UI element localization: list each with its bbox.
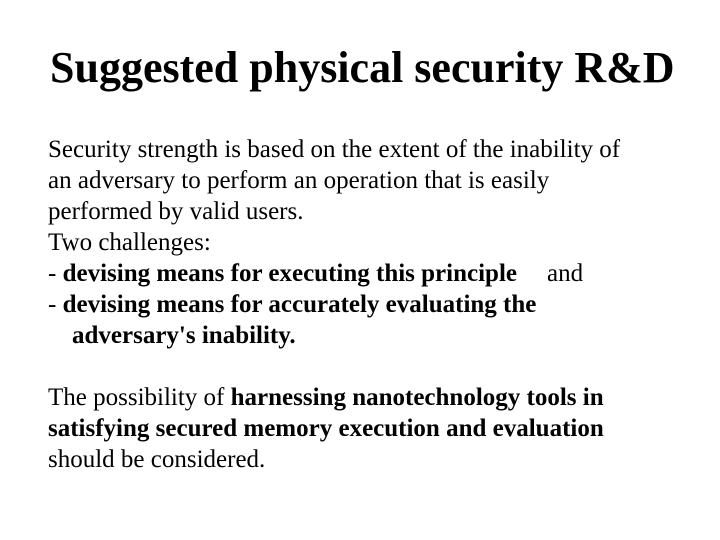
challenge-item-1 (48, 258, 708, 289)
para2-line1-plain: The possibility of (48, 384, 231, 411)
challenge-item-1-suffix: and (547, 260, 584, 287)
slide-title: Suggested physical security R&D (50, 43, 675, 92)
slide-body (48, 134, 708, 475)
challenges-heading: Two challenges: (48, 229, 211, 256)
challenge-item-1-text: devising means for executing this principle (62, 260, 517, 287)
para2-line3: should be considered. (48, 446, 266, 473)
challenge-item-1-prefix: - (48, 260, 63, 287)
paragraph-gap (48, 351, 708, 382)
para2-line1 (48, 382, 708, 413)
para1-line2: an adversary to perform an operation that is easily (48, 167, 550, 194)
challenge-item-2-text-cont: adversary's inability. (72, 322, 296, 349)
para2-line2 (48, 413, 708, 444)
para2-line1-bold: harnessing nanotechnology tools in (230, 384, 604, 411)
challenge-item-2-prefix: - (48, 291, 63, 318)
challenge-item-2-continuation (48, 320, 708, 351)
para2-line2-bold: satisfying secured memory execution and evaluation (48, 415, 604, 442)
challenge-item-2 (48, 289, 708, 320)
para1-line1: Security strength is based on the extent of the inability of (48, 136, 621, 163)
challenge-item-2-text: devising means for accurately evaluating the (62, 291, 537, 318)
para1-line3: performed by valid users. (48, 198, 304, 225)
